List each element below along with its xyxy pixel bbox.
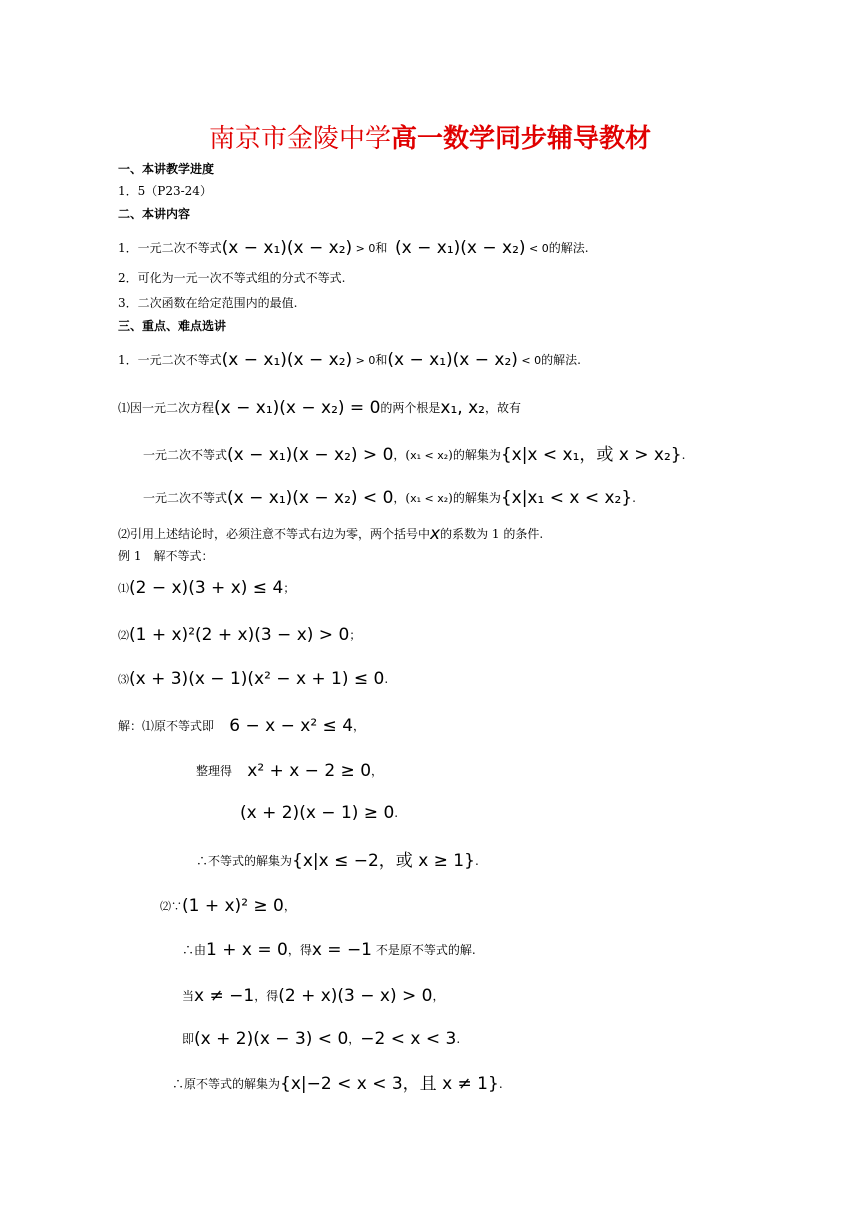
- text: 的两个根是: [380, 401, 441, 415]
- math-expr: x₁, x₂: [440, 398, 485, 418]
- math-var: x: [430, 524, 441, 544]
- math-expr: x = −1: [311, 940, 373, 960]
- math-expr: (1 + x)² ≥ 0: [182, 896, 284, 916]
- math-expr: 1 + x = 0: [206, 940, 288, 960]
- text: 一元二次不等式: [143, 448, 228, 462]
- solution-line-3: [240, 805, 398, 822]
- math-expr: (x − x₁)(x − x₂) < 0: [227, 488, 394, 508]
- math-expr: (x − x₁)(x − x₂): [221, 238, 353, 258]
- page-title: [0, 118, 860, 155]
- math-op: > 0: [352, 242, 376, 255]
- math-expr: (x + 2)(x − 1) ≥ 0: [240, 803, 395, 823]
- text: ，(: [393, 491, 411, 505]
- text: ；: [349, 628, 362, 642]
- math-expr: (2 + x)(3 − x) > 0: [278, 986, 433, 1006]
- example-item-2: [118, 627, 361, 644]
- section-3-heading: 三、重点、难点选讲: [118, 319, 227, 333]
- math-expr: x² + x − 2 ≥ 0: [247, 761, 372, 781]
- text: ，得: [254, 989, 279, 1003]
- paragraph-3: [143, 490, 636, 507]
- solution-line-6: [182, 942, 476, 959]
- solution-line-7: [182, 988, 445, 1005]
- text: ，: [432, 989, 445, 1003]
- text: ⑴因一元二次方程: [118, 401, 215, 415]
- math-expr: (x − x₁)(x − x₂): [395, 238, 526, 258]
- paragraph-1: [118, 400, 521, 417]
- text: 的解法.: [548, 241, 589, 255]
- solution-line-1: [118, 718, 365, 735]
- content-item-2: 2．可化为一元一次不等式组的分式不等式.: [118, 271, 346, 285]
- math-expr: −2 < x < 3: [360, 1029, 457, 1049]
- text: 1．一元二次不等式: [118, 353, 222, 367]
- text: 不是原不等式的解.: [375, 943, 476, 957]
- math-op: < 0: [517, 354, 542, 367]
- text: ⑵: [118, 629, 129, 642]
- text: ⑶: [118, 673, 129, 686]
- math-expr: (2 − x)(3 + x) ≤ 4: [129, 578, 284, 598]
- math-expr: (x − x₁)(x − x₂): [221, 350, 353, 370]
- solution-line-5: [160, 898, 296, 915]
- solution-line-9: [172, 1076, 503, 1093]
- example-item-3: [118, 671, 388, 688]
- text: 一元二次不等式: [143, 491, 228, 505]
- math-op: > 0: [352, 354, 376, 367]
- math-expr: (x − x₁)(x − x₂) = 0: [214, 398, 381, 418]
- text: ⑴: [118, 582, 129, 595]
- title-part1: 南京市金陵中学: [208, 124, 391, 154]
- section-2-heading: 二、本讲内容: [118, 207, 191, 221]
- text: 1．一元二次不等式: [118, 241, 222, 255]
- math-set: {x|x < x₁，或 x > x₂}: [500, 445, 682, 465]
- text: 的解法.: [541, 353, 581, 367]
- text: 和: [375, 353, 388, 367]
- content-item-3: 3．二次函数在给定范围内的最值.: [118, 296, 298, 310]
- text: )的解集为: [448, 448, 501, 462]
- math-expr: (1 + x)²(2 + x)(3 − x) > 0: [129, 625, 350, 645]
- text: 解：⑴原不等式即: [118, 719, 215, 733]
- text: .: [474, 854, 479, 868]
- math-expr: (x − x₁)(x − x₂) > 0: [227, 445, 394, 465]
- text: ∴原不等式的解集为: [172, 1077, 281, 1091]
- text: ，得: [287, 943, 312, 957]
- math-expr: (x + 2)(x − 3) < 0: [194, 1029, 349, 1049]
- math-expr: (x − x₁)(x − x₂): [387, 350, 518, 370]
- example-item-1: [118, 580, 295, 597]
- text: ，: [348, 1032, 361, 1046]
- math-expr: x₁ < x₂: [410, 449, 449, 462]
- math-expr: x₁ < x₂: [410, 492, 449, 505]
- text: ，: [353, 719, 366, 733]
- text: .: [498, 1077, 503, 1091]
- text: ，故有: [484, 401, 521, 415]
- example-1-heading: 例 1 解不等式：: [118, 549, 214, 563]
- text: .: [394, 806, 399, 820]
- solution-line-4: [196, 853, 479, 870]
- text: ；: [283, 581, 296, 595]
- text: ，: [283, 899, 296, 913]
- text: 整理得: [196, 764, 233, 778]
- section-1-body: 1．5（P23-24）: [118, 184, 212, 198]
- text: 即: [182, 1032, 195, 1046]
- text: .: [632, 491, 636, 505]
- text: ⑵∵: [160, 900, 182, 913]
- math-expr: (x + 3)(x − 1)(x² − x + 1) ≤ 0: [129, 669, 385, 689]
- paragraph-4: [118, 526, 543, 543]
- text: ∴由: [182, 943, 207, 957]
- text: 和: [375, 241, 388, 255]
- content-item-1: [118, 240, 589, 257]
- text: ⑵引用上述结论时，必须注意不等式右边为零，两个括号中: [118, 527, 431, 541]
- text: .: [681, 448, 686, 462]
- text: )的解集为: [448, 491, 501, 505]
- text: ，(: [393, 448, 411, 462]
- math-set: {x|−2 < x < 3，且 x ≠ 1}: [280, 1074, 499, 1094]
- math-op: < 0: [525, 242, 549, 255]
- math-expr: 6 − x − x² ≤ 4: [229, 716, 354, 736]
- title-part2: 高一数学同步辅导教材: [391, 124, 652, 154]
- key-point-1: [118, 352, 581, 369]
- math-set: {x|x ≤ −2，或 x ≥ 1}: [292, 851, 475, 871]
- math-set: {x|x₁ < x < x₂}: [500, 488, 633, 508]
- text: ，: [371, 764, 384, 778]
- text: .: [456, 1032, 461, 1046]
- paragraph-2: [143, 447, 685, 464]
- solution-line-2: [196, 763, 383, 780]
- math-expr: x ≠ −1: [194, 986, 255, 1006]
- text: 当: [182, 989, 195, 1003]
- solution-line-8: [182, 1031, 460, 1048]
- text: 的系数为 1 的条件.: [440, 527, 544, 541]
- section-1-heading: 一、本讲教学进度: [118, 162, 215, 176]
- text: .: [384, 672, 389, 686]
- text: ∴不等式的解集为: [196, 854, 293, 868]
